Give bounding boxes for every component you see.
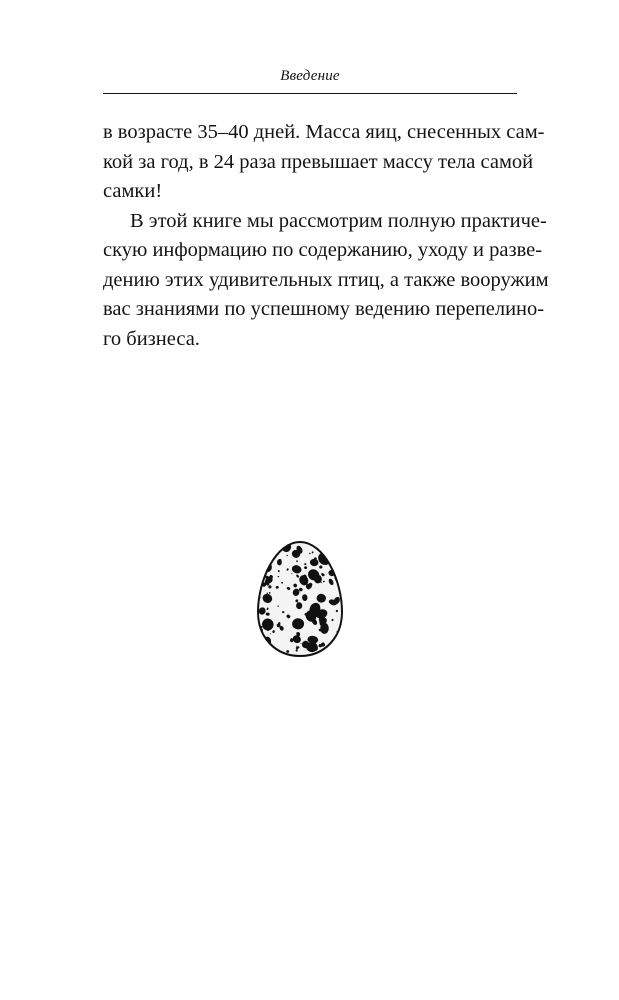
egg-speckle [335, 560, 341, 566]
egg-speckle [331, 555, 333, 557]
egg-speckle [290, 638, 293, 642]
text-line: скую информацию по содержанию, уходу и разве- [103, 239, 543, 261]
quail-egg-illustration [256, 540, 344, 658]
egg-speckle [332, 555, 336, 558]
egg-speckle [328, 646, 333, 651]
body-text [103, 118, 549, 354]
egg-speckle [263, 547, 269, 555]
egg-speckle [259, 563, 263, 566]
header-rule [103, 93, 517, 94]
egg-speckle [335, 543, 337, 546]
egg-speckle [278, 576, 280, 577]
text-line: самки! [103, 180, 163, 202]
running-head-title: Введение [280, 68, 340, 84]
text-line: в возрасте 35–40 дней. Масса яиц, снесенных сам- [103, 121, 545, 143]
quail-egg-icon [256, 540, 344, 658]
egg-speckle [270, 541, 276, 547]
egg-speckle [264, 544, 269, 549]
text-line: дению этих удивительных птиц, а также вооружим [103, 268, 549, 291]
text-line: В этой книге мы рассмотрим полную практиче- [130, 209, 547, 232]
text-line: вас знаниями по успешному ведению перепелино- [103, 298, 545, 320]
egg-speckle [266, 561, 268, 563]
egg-speckle [259, 651, 261, 653]
egg-speckle [269, 543, 273, 547]
text-line: кой за год, в 24 раза превышает массу тела самой [103, 150, 534, 173]
egg-speckle [337, 552, 339, 554]
text-line: го бизнеса. [103, 327, 200, 350]
